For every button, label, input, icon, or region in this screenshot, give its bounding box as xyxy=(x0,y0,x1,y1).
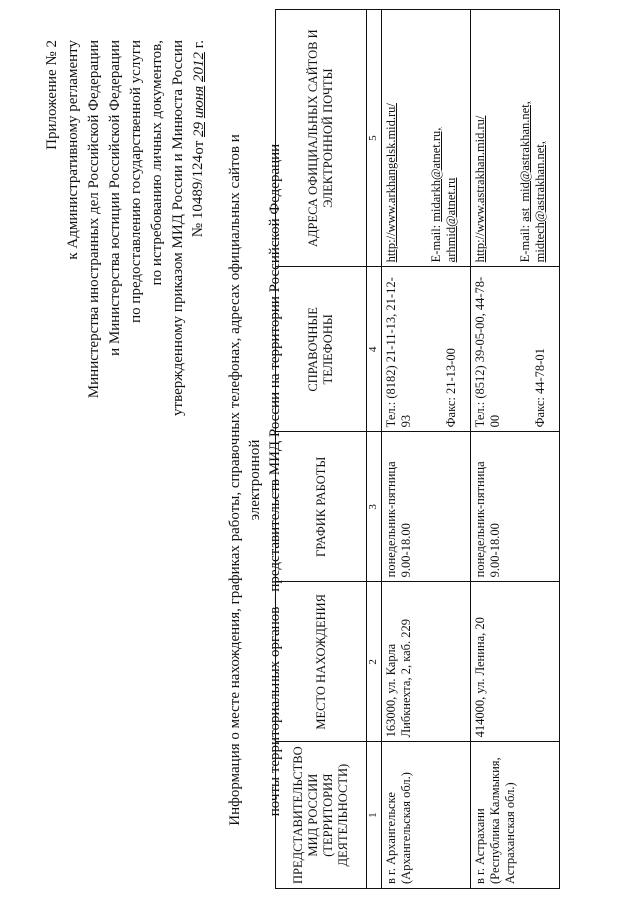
title-line: почты территориальных органов – представительств МИД России на территории Российской Федерации xyxy=(267,143,283,817)
table-header-row xyxy=(276,10,367,889)
fax-number: Факс: 21-13-00 xyxy=(444,348,458,428)
appendix-header xyxy=(42,40,210,480)
approval-date xyxy=(189,40,210,480)
appendix-line: по истребованию личных документов, xyxy=(149,40,165,286)
spacer xyxy=(399,14,429,262)
offices-table xyxy=(275,9,560,889)
office-territory: (Архангельская обл.) xyxy=(399,772,413,884)
spacer xyxy=(414,271,444,427)
email-line xyxy=(518,14,533,262)
contacts-cell xyxy=(382,10,471,267)
column-number: 4 xyxy=(367,267,382,432)
phone-number: Тел.: (8512) 39-05-00, 44-78-00 xyxy=(473,276,502,428)
contacts-cell xyxy=(471,10,560,267)
schedule-days: понедельник-пятница xyxy=(384,461,398,578)
appendix-line: по предоставлению государственной услуги xyxy=(128,40,144,323)
email-label: E-mail: xyxy=(429,224,443,263)
email-line xyxy=(429,14,444,262)
column-number-row xyxy=(367,10,382,889)
schedule-hours: 9.00-18.00 xyxy=(488,523,502,578)
date-prefix: от xyxy=(191,140,207,155)
date-year: 2012 xyxy=(191,51,207,82)
column-header: СПРАВОЧНЫЕ ТЕЛЕФОНЫ xyxy=(276,267,367,432)
date-suffix: г. xyxy=(191,40,207,49)
appendix-line: Приложение № 2 xyxy=(44,40,60,150)
email-link[interactable]: ast_mid@astrakhan.net, xyxy=(518,101,532,222)
office-name: в г. Астрахани xyxy=(473,808,487,884)
spacer xyxy=(488,14,518,262)
column-number: 5 xyxy=(367,10,382,267)
spacer xyxy=(503,271,533,427)
email-link[interactable]: midarkh@atnet.ru, xyxy=(429,127,443,222)
schedule-cell xyxy=(382,432,471,582)
email-label: E-mail: xyxy=(518,224,532,263)
phone-cell xyxy=(471,267,560,432)
column-header: АДРЕСА ОФИЦИАЛЬНЫХ САЙТОВ И ЭЛЕКТРОННОЙ ПОЧТЫ xyxy=(276,10,367,267)
schedule-days: понедельник-пятница xyxy=(473,461,487,578)
column-number: 3 xyxy=(367,432,382,582)
phone-number: Тел.: (8182) 21-11-13, 21-12-93 xyxy=(384,277,413,428)
date-month: июня xyxy=(191,85,207,119)
appendix-line: и Министерства юстиции Российской Федерации xyxy=(107,40,123,356)
appendix-line: утвержденному приказом МИД России и Минюста России xyxy=(170,40,186,416)
schedule-hours: 9.00-18.00 xyxy=(399,523,413,578)
column-number: 2 xyxy=(367,582,382,742)
document-number: № 10489/124 xyxy=(190,155,206,238)
column-header: ПРЕДСТАВИТЕЛЬСТВО МИД РОССИИ (ТЕРРИТОРИЯ ДЕЯТЕЛЬНОСТИ) xyxy=(276,742,367,889)
table-row xyxy=(382,10,471,889)
phone-cell xyxy=(382,267,471,432)
column-number: 1 xyxy=(367,742,382,889)
title-line: Информация о месте нахождения, графиках работы, справочных телефонах, адресах официальных сайтов и электронной xyxy=(227,134,263,826)
table-row xyxy=(471,10,560,889)
address-cell: 414000, ул. Ленина, 20 xyxy=(471,582,560,742)
site-link[interactable]: http://www.astrakhan.mid.ru/ xyxy=(473,115,487,263)
appendix-line: Министерства иностранных дел Российской Федерации xyxy=(86,40,102,399)
office-name: в г. Архангельске xyxy=(384,792,398,884)
email-link[interactable]: midtech@astrakhan.net, xyxy=(533,141,547,263)
schedule-cell xyxy=(471,432,560,582)
office-territory: (Республика Калмыкия, Астраханская обл.) xyxy=(488,757,517,884)
date-day: 29 xyxy=(191,121,207,137)
fax-number: Факс: 44-78-01 xyxy=(533,348,547,428)
office-cell xyxy=(471,742,560,889)
column-header: МЕСТО НАХОЖДЕНИЯ xyxy=(276,582,367,742)
address-cell: 163000, ул. Карла Либкнехта, 2, каб. 229 xyxy=(382,582,471,742)
office-cell xyxy=(382,742,471,889)
email-link[interactable]: arhmid@atnet.ru xyxy=(444,177,458,263)
column-header: ГРАФИК РАБОТЫ xyxy=(276,432,367,582)
appendix-line: к Административному регламенту xyxy=(65,40,81,260)
site-link[interactable]: http://www.arkhangelsk.mid.ru/ xyxy=(384,103,398,263)
